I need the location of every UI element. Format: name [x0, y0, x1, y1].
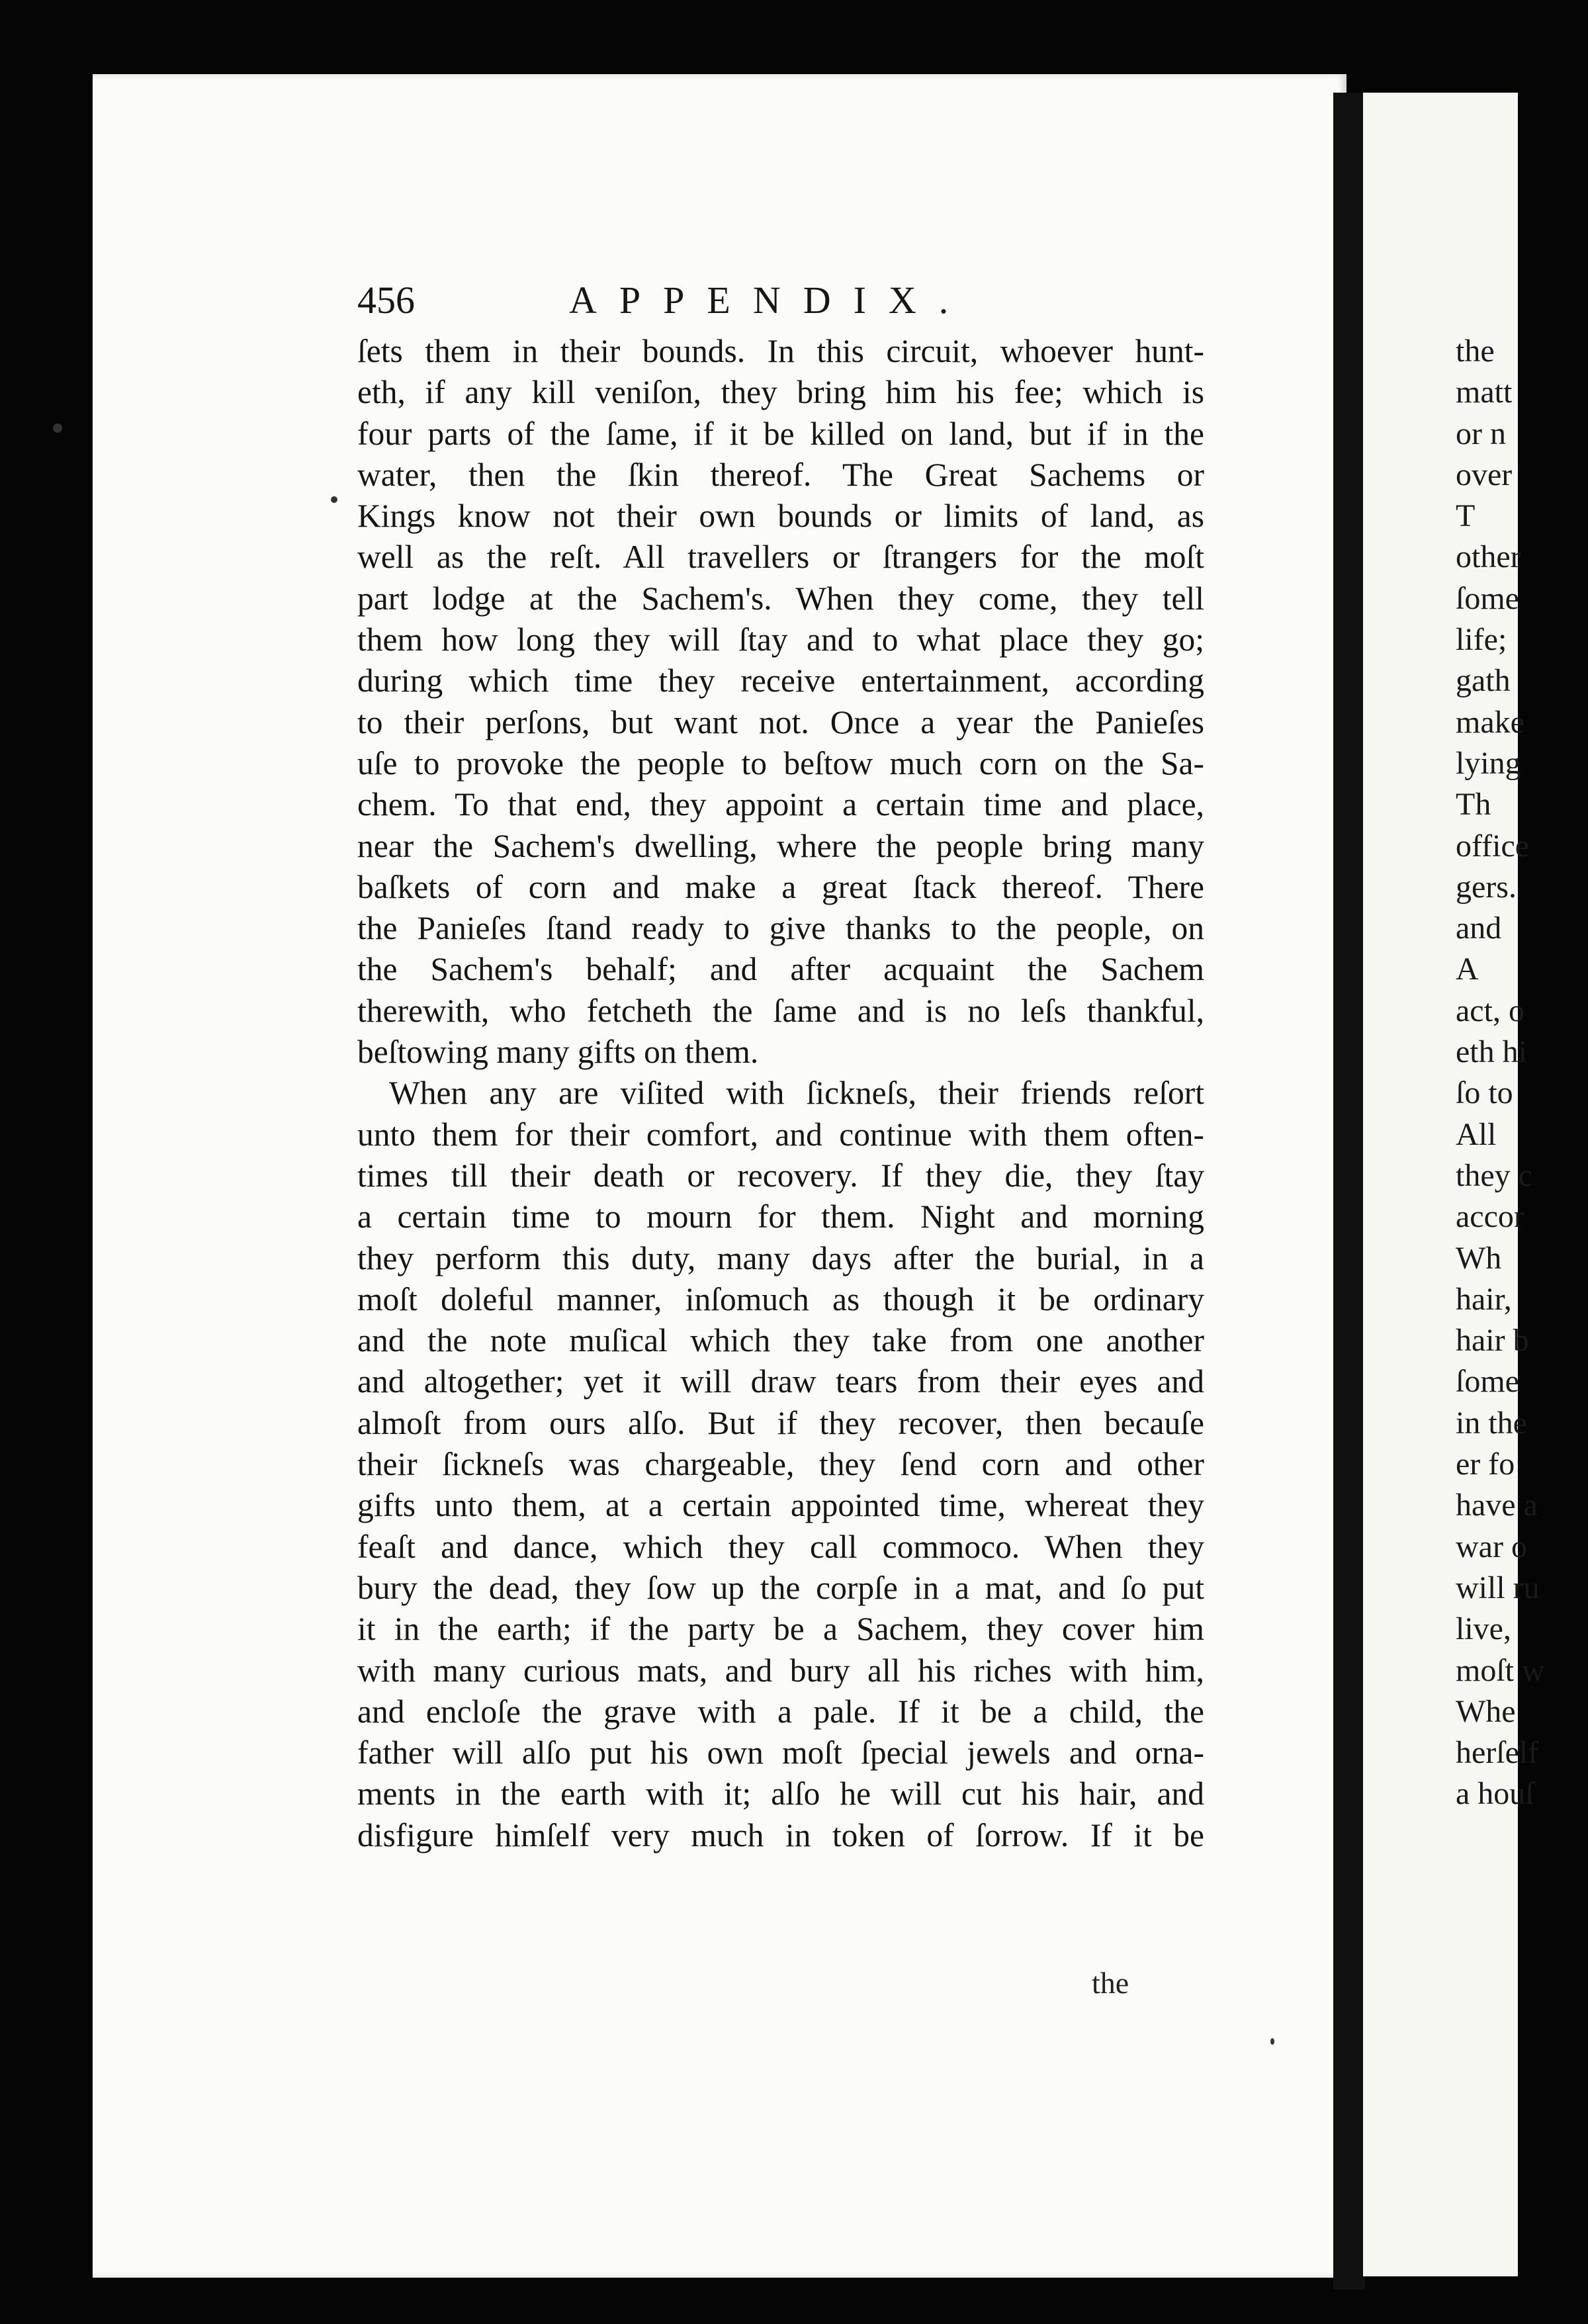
text-line: during which time they receive entertainment, according: [357, 662, 1204, 699]
facing-page-line: make: [1456, 704, 1524, 740]
text-line: disfigure himſelf very much in token of ſorrow. If it be: [357, 1816, 1204, 1854]
facing-page-line: herſelf: [1456, 1735, 1539, 1771]
facing-page-line: gath: [1456, 663, 1511, 699]
text-line: baſkets of corn and make a great ſtack thereof. There: [357, 868, 1204, 905]
body-text: [357, 331, 1204, 1856]
text-line: chem. To that end, they appoint a certain time and place,: [357, 786, 1204, 823]
scan-speck: [331, 496, 337, 503]
text-line: almoſt from ours alſo. But if they recover, then becauſe: [357, 1404, 1204, 1441]
text-line: water, then the ſkin thereof. The Great Sachems or: [357, 456, 1204, 493]
text-line: beſtowing many gifts on them.: [357, 1034, 759, 1071]
facing-page-line: hair,: [1456, 1281, 1512, 1317]
text-line: part lodge at the Sachem's. When they come, they tell: [357, 580, 1204, 617]
facing-page-line: Th: [1456, 787, 1491, 823]
running-header: [357, 278, 1217, 324]
text-line: and altogether; yet it will draw tears from their eyes and: [357, 1363, 1204, 1400]
facing-page-line: war o: [1456, 1529, 1527, 1564]
text-line: ſets them in their bounds. In this circuit, whoever hunt-: [357, 333, 1204, 369]
text-line: the Sachem's behalf; and after acquaint the Sachem: [357, 951, 1204, 988]
text-line: moſt doleful manner, inſomuch as though it be ordinary: [357, 1280, 1204, 1318]
text-line: Kings know not their own bounds or limits of land, as: [357, 498, 1204, 535]
text-line: with many curious mats, and bury all his riches with him,: [357, 1652, 1204, 1689]
text-line: them how long they will ſtay and to what place they go;: [357, 621, 1204, 658]
text-line: and encloſe the grave with a pale. If it be a child, the: [357, 1693, 1204, 1730]
text-line: therewith, who fetcheth the ſame and is no leſs thankful,: [357, 992, 1204, 1029]
text-line: ments in the earth with it; alſo he will cut his hair, and: [357, 1775, 1204, 1812]
facing-page-line: in the: [1456, 1405, 1527, 1441]
scan-speck: [1270, 2038, 1274, 2045]
text-line: they perform this duty, many days after the burial, in a: [357, 1239, 1204, 1276]
book-gutter: [1333, 93, 1365, 2290]
text-line: it in the earth; if the party be a Sachem, they cover him: [357, 1611, 1204, 1648]
text-line: eth, if any kill veniſon, they bring him his fee; which is: [357, 374, 1204, 411]
text-line: unto them for their comfort, and continue with them often-: [357, 1116, 1204, 1153]
facing-page-line: eth hi: [1456, 1034, 1527, 1070]
facing-page-line: ſome: [1456, 1364, 1519, 1400]
facing-page-line: Wh: [1456, 1240, 1502, 1276]
facing-page-line: ſome: [1456, 580, 1519, 616]
facing-page-line: office: [1456, 828, 1530, 864]
facing-page-line: they c: [1456, 1157, 1532, 1193]
facing-page-line: accor: [1456, 1199, 1524, 1235]
scan-speck: [53, 424, 62, 433]
facing-page-line: moſt w: [1456, 1652, 1545, 1688]
facing-page-line: or n: [1456, 416, 1506, 451]
facing-page-line: A: [1456, 952, 1479, 987]
text-line: four parts of the ſame, if it be killed on land, but if in the: [357, 415, 1204, 452]
text-line: well as the reſt. All travellers or ſtrangers for the moſt: [357, 539, 1204, 576]
text-line: to their perſons, but want not. Once a year the Panieſes: [357, 703, 1204, 740]
facing-page-line: hair b: [1456, 1323, 1529, 1359]
catchword: the: [1092, 1966, 1129, 2000]
text-line: near the Sachem's dwelling, where the people bring many: [357, 827, 1204, 864]
running-title: APPENDIX.: [569, 279, 971, 322]
text-line: feaſt and dance, which they call commoco. When they: [357, 1528, 1204, 1565]
facing-page-line: er fo: [1456, 1447, 1515, 1482]
facing-page-line: Whe: [1456, 1693, 1516, 1729]
facing-page-line: act, o: [1456, 993, 1524, 1028]
text-line: gifts unto them, at a certain appointed time, whereat they: [357, 1487, 1204, 1524]
facing-page-line: and: [1456, 911, 1502, 946]
facing-page-line: All: [1456, 1116, 1497, 1152]
text-line: times till their death or recovery. If they die, they ſtay: [357, 1157, 1204, 1194]
page-number: 456: [357, 279, 415, 322]
facing-page-text: [1456, 331, 1588, 1815]
facing-page-line: lying: [1456, 745, 1521, 781]
text-line: bury the dead, they ſow up the corpſe in a mat, and ſo put: [357, 1569, 1204, 1606]
facing-page-line: T: [1456, 498, 1476, 534]
text-line: uſe to provoke the people to beſtow much corn on the Sa-: [357, 744, 1204, 782]
facing-page-line: ſo to: [1456, 1075, 1513, 1111]
facing-page-line: gers.: [1456, 869, 1517, 905]
text-line: and the note muſical which they take from one another: [357, 1322, 1204, 1359]
facing-page-line: the: [1456, 334, 1495, 369]
facing-page-line: a houſ: [1456, 1776, 1534, 1812]
facing-page-line: will ru: [1456, 1570, 1540, 1605]
text-line: their ſickneſs was chargeable, they ſend corn and other: [357, 1446, 1204, 1483]
facing-page-line: life;: [1456, 622, 1507, 658]
text-line: When any are viſited with ſickneſs, their friends reſort: [389, 1075, 1204, 1112]
facing-page-line: live,: [1456, 1611, 1511, 1647]
text-line: the Panieſes ſtand ready to give thanks to the people, on: [357, 910, 1204, 947]
facing-page-line: have a: [1456, 1488, 1538, 1523]
facing-page-line: over: [1456, 457, 1513, 492]
facing-page-line: matt: [1456, 375, 1513, 410]
text-line: father will alſo put his own moſt ſpecial jewels and orna-: [357, 1734, 1204, 1771]
text-line: a certain time to mourn for them. Night and morning: [357, 1198, 1204, 1235]
facing-page-line: other: [1456, 539, 1521, 575]
